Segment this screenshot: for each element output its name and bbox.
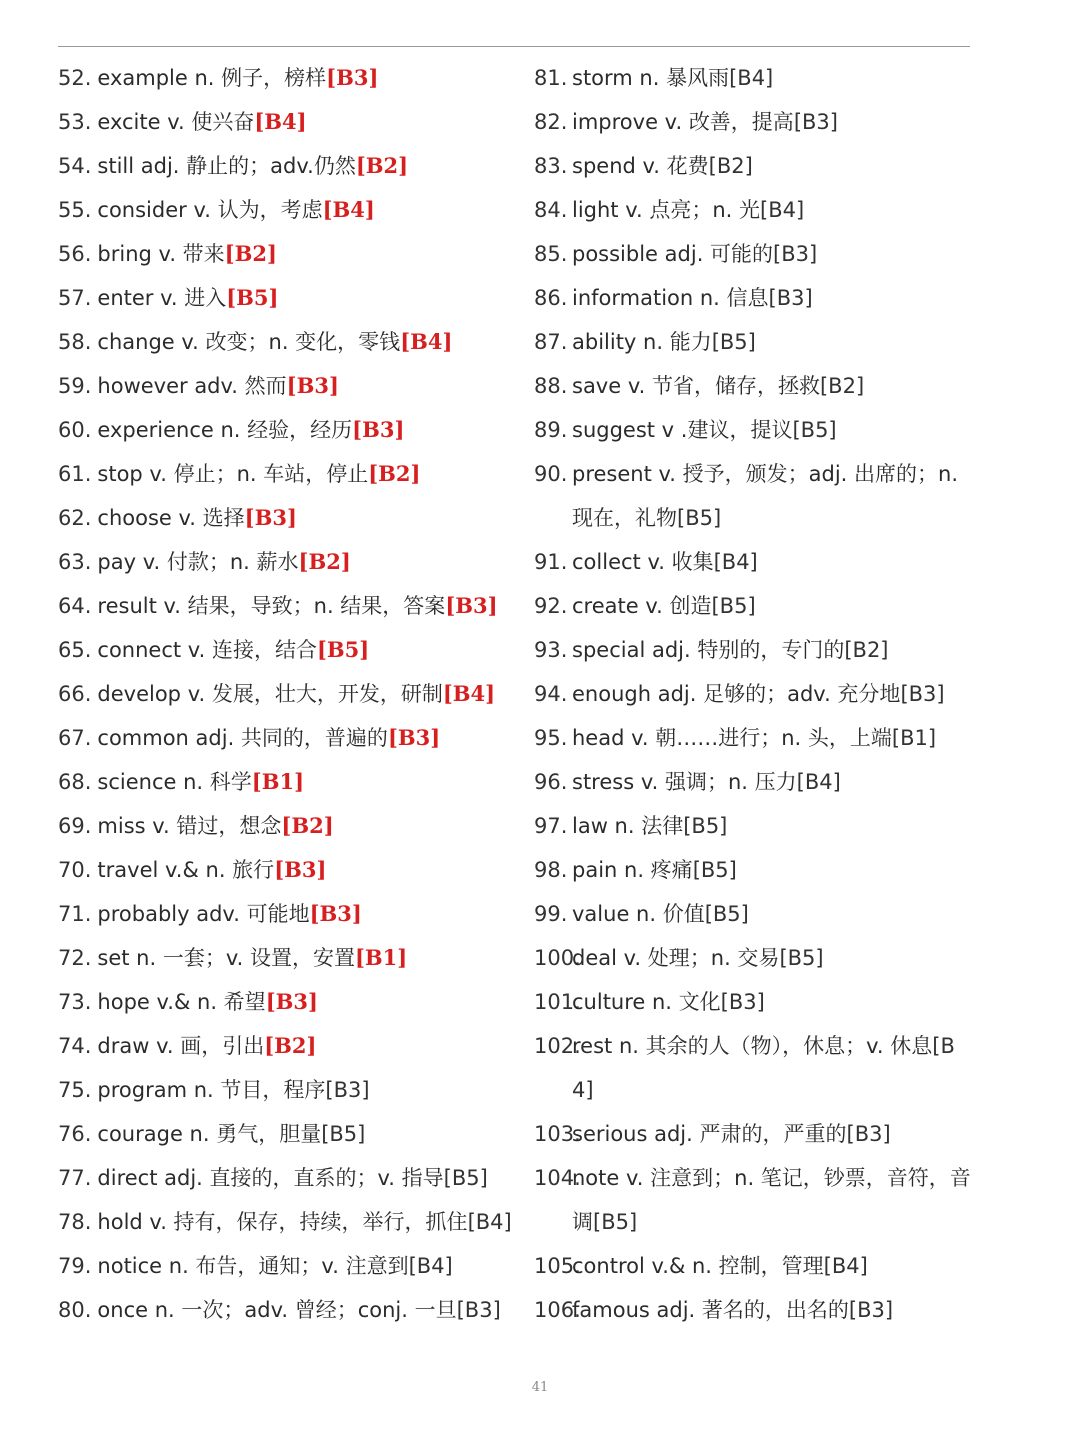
entry-level-tag: [B5] [704, 902, 749, 926]
entry-word-meaning: still adj. 静止的；adv.仍然 [97, 154, 356, 178]
vocab-entry [534, 188, 974, 232]
entry-level-tag: [B1] [891, 726, 937, 750]
vocab-entry [58, 364, 518, 408]
entry-definition [572, 56, 974, 100]
entry-word-meaning: rest n. 其余的人（物），休息；v. 休息 [572, 1034, 933, 1058]
entry-definition [572, 232, 974, 276]
entry-word-meaning: direct adj. 直接的，直系的；v. 指导 [97, 1166, 444, 1190]
vocab-entry [58, 232, 518, 276]
entry-number: 89. [534, 418, 568, 442]
entry-definition [572, 1244, 974, 1288]
vocab-entry [58, 496, 518, 540]
entry-word-meaning: create v. 创造 [572, 594, 712, 618]
entry-definition [572, 672, 974, 716]
entry-number: 97. [534, 814, 568, 838]
entry-word-meaning: suggest v .建议，提议 [572, 418, 793, 442]
entry-level-tag: [B5] [593, 1210, 638, 1234]
entry-level-tag: [B4] [713, 550, 758, 574]
vocab-entry [534, 144, 974, 188]
entry-number: 105. [534, 1254, 581, 1278]
vocab-entry [58, 760, 518, 804]
entry-number: 102. [534, 1034, 581, 1058]
entry-word-meaning: spend v. 花费 [572, 154, 709, 178]
entry-definition [572, 760, 974, 804]
entry-number: 93. [534, 638, 568, 662]
entry-level-tag: [B1] [354, 945, 408, 970]
entry-number: 77. [58, 1166, 92, 1190]
entry-word-meaning: hope v.& n. 希望 [97, 990, 266, 1014]
entry-number: 56. [58, 242, 92, 266]
entry-level-tag: [B5] [226, 285, 279, 310]
entry-number: 106. [534, 1298, 581, 1322]
entry-number: 104. [534, 1166, 581, 1190]
entry-word-meaning: once n. 一次；adv. 曾经；conj. 一旦 [97, 1298, 457, 1322]
left-vocab-column [58, 56, 518, 1332]
vocab-entry [58, 584, 518, 628]
entry-word-meaning: light v. 点亮；n. 光 [572, 198, 761, 222]
entry-number: 64. [58, 594, 92, 618]
entry-definition [572, 892, 974, 936]
entry-definition [572, 364, 974, 408]
vocab-entry [58, 848, 518, 892]
entry-level-tag: [B4] [729, 66, 774, 90]
vocab-entry [534, 540, 974, 584]
vocab-entry [534, 1024, 974, 1112]
entry-word-meaning: change v. 改变；n. 变化，零钱 [97, 330, 401, 354]
entry-number: 79. [58, 1254, 92, 1278]
entry-level-tag: [B3] [274, 857, 327, 882]
entry-level-tag: [B3] [265, 989, 318, 1014]
entry-word-meaning: value n. 价值 [572, 902, 705, 926]
entry-level-tag: [B1] [251, 769, 304, 794]
entry-word-meaning: consider v. 认为，考虑 [97, 198, 323, 222]
entry-number: 82. [534, 110, 568, 134]
entry-number: 98. [534, 858, 568, 882]
vocab-entry [58, 672, 518, 716]
entry-word-meaning: probably adv. 可能地 [97, 902, 310, 926]
vocab-entry [58, 1068, 518, 1112]
entry-word-meaning: result v. 结果，导致；n. 结果，答案 [97, 594, 446, 618]
entry-word-meaning: ability n. 能力 [572, 330, 712, 354]
vocab-entry [534, 1112, 974, 1156]
vocab-entry [534, 892, 974, 936]
entry-word-meaning: enter v. 进入 [97, 286, 227, 310]
entry-level-tag: [B4] [823, 1254, 868, 1278]
entry-level-tag: [B4] [400, 329, 453, 354]
entry-level-tag: [B2] [368, 461, 421, 486]
entry-number: 73. [58, 990, 92, 1014]
entry-level-tag: [B4] [322, 197, 375, 222]
entry-definition [97, 364, 518, 408]
entry-definition [572, 804, 974, 848]
entry-definition [97, 452, 518, 496]
entry-word-meaning: pain n. 疼痛 [572, 858, 693, 882]
vocab-entry [58, 1244, 518, 1288]
entry-number: 78. [58, 1210, 92, 1234]
entry-definition [97, 496, 518, 540]
entry-level-tag: [B3] [244, 505, 297, 530]
entry-number: 87. [534, 330, 568, 354]
entry-definition [572, 584, 974, 628]
entry-level-tag: [B4] [760, 198, 805, 222]
entry-word-meaning: control v.& n. 控制，管理 [572, 1254, 824, 1278]
entry-definition [572, 540, 974, 584]
entry-number: 61. [58, 462, 92, 486]
entry-word-meaning: enough adj. 足够的；adv. 充分地 [572, 682, 901, 706]
entry-level-tag: [B3] [848, 1298, 894, 1322]
entry-definition [572, 188, 974, 232]
entry-word-meaning: serious adj. 严肃的，严重的 [572, 1122, 847, 1146]
entry-word-meaning: special adj. 特别的，专门的 [572, 638, 845, 662]
entry-word-meaning: pay v. 付款；n. 薪水 [97, 550, 299, 574]
entry-number: 52. [58, 66, 92, 90]
entry-definition [572, 848, 974, 892]
entry-word-meaning: example n. 例子，榜样 [97, 66, 327, 90]
entry-number: 86. [534, 286, 568, 310]
entry-definition [572, 276, 974, 320]
entry-level-tag: [B3] [768, 286, 813, 310]
vocab-entry [534, 672, 974, 716]
entry-definition [97, 56, 518, 100]
entry-definition [572, 1156, 974, 1244]
entry-level-tag: [B3] [456, 1298, 501, 1322]
vocab-entry [534, 716, 974, 760]
vocab-entry [534, 276, 974, 320]
entry-definition [97, 320, 518, 364]
entry-level-tag: [B5] [792, 418, 837, 442]
vocab-entry [534, 1288, 974, 1332]
entry-definition [97, 584, 518, 628]
entry-level-tag: [B4] [254, 109, 307, 134]
entry-definition [97, 936, 518, 980]
entry-number: 85. [534, 242, 568, 266]
entry-word-meaning: present v. 授予，颁发；adj. 出席的；n. 现在，礼物 [572, 462, 959, 530]
entry-number: 101. [534, 990, 581, 1014]
entry-definition [97, 716, 518, 760]
vocab-entry [534, 320, 974, 364]
entry-level-tag: [B3] [900, 682, 945, 706]
entry-level-tag: [B3] [286, 373, 339, 398]
entry-level-tag: [B3] [846, 1122, 891, 1146]
entry-number: 88. [534, 374, 568, 398]
entry-number: 100. [534, 946, 581, 970]
entry-level-tag: [B3] [326, 65, 379, 90]
entry-word-meaning: travel v.& n. 旅行 [97, 858, 275, 882]
entry-number: 60. [58, 418, 92, 442]
vocab-entry [58, 452, 518, 496]
entry-number: 96. [534, 770, 568, 794]
entry-definition [97, 804, 518, 848]
entry-number: 68. [58, 770, 92, 794]
entry-number: 94. [534, 682, 568, 706]
entry-level-tag: [B3] [773, 242, 818, 266]
vocab-entry [534, 452, 974, 540]
entry-number: 71. [58, 902, 92, 926]
entry-word-meaning: deal v. 处理；n. 交易 [572, 946, 780, 970]
entry-number: 67. [58, 726, 92, 750]
entry-number: 69. [58, 814, 92, 838]
entry-level-tag: [B5] [711, 330, 756, 354]
entry-number: 76. [58, 1122, 92, 1146]
entry-level-tag: [B5] [316, 637, 370, 662]
entry-level-tag: [B2] [224, 241, 277, 266]
entry-definition [97, 144, 518, 188]
vocab-entry [534, 848, 974, 892]
entry-level-tag: [B5] [711, 594, 756, 618]
entry-level-tag: [B5] [321, 1122, 366, 1146]
vocab-entry [58, 320, 518, 364]
entry-number: 65. [58, 638, 92, 662]
entry-word-meaning: notice n. 布告，通知；v. 注意到 [97, 1254, 409, 1278]
entry-number: 62. [58, 506, 92, 530]
entry-number: 70. [58, 858, 92, 882]
entry-level-tag: [B3] [352, 417, 405, 442]
entry-level-tag: [B2] [708, 154, 753, 178]
entry-definition [572, 320, 974, 364]
entry-definition [97, 760, 518, 804]
entry-number: 80. [58, 1298, 92, 1322]
top-divider [58, 46, 970, 47]
entry-level-tag: [B4] [408, 1254, 453, 1278]
vocab-entry [534, 1244, 974, 1288]
entry-word-meaning: connect v. 连接，结合 [97, 638, 317, 662]
entry-definition [572, 716, 974, 760]
entry-definition [97, 276, 518, 320]
entry-definition [97, 100, 518, 144]
entry-number: 92. [534, 594, 568, 618]
entry-level-tag: [B5] [443, 1166, 488, 1190]
vocab-entry [58, 1024, 518, 1068]
entry-number: 66. [58, 682, 92, 706]
entry-word-meaning: courage n. 勇气，胆量 [97, 1122, 322, 1146]
vocab-entry [58, 276, 518, 320]
entry-level-tag: [B4] [467, 1210, 512, 1234]
entry-word-meaning: program n. 节目，程序 [97, 1078, 326, 1102]
entry-number: 95. [534, 726, 568, 750]
entry-level-tag: [B3] [325, 1078, 370, 1102]
vocab-entry [534, 584, 974, 628]
vocab-entry [58, 980, 518, 1024]
entry-number: 90. [534, 462, 568, 486]
entry-definition [97, 848, 518, 892]
entry-definition [97, 1288, 518, 1332]
entry-word-meaning: develop v. 发展，壮大，开发，研制 [97, 682, 443, 706]
vocab-entry [58, 1288, 518, 1332]
entry-definition [572, 1288, 974, 1332]
vocab-entry [58, 892, 518, 936]
vocab-entry [58, 540, 518, 584]
entry-number: 91. [534, 550, 568, 574]
vocab-entry [534, 760, 974, 804]
entry-level-tag: [B5] [692, 858, 737, 882]
entry-word-meaning: set n. 一套；v. 设置，安置 [97, 946, 355, 970]
entry-word-meaning: common adj. 共同的，普遍的 [97, 726, 388, 750]
entry-level-tag: [B2] [355, 153, 409, 178]
entry-definition [97, 672, 518, 716]
vocab-entry [58, 1200, 518, 1244]
entry-definition [97, 1244, 518, 1288]
entry-level-tag: [B4] [442, 681, 496, 706]
entry-number: 59. [58, 374, 92, 398]
entry-definition [572, 936, 974, 980]
entry-level-tag: [B3] [793, 110, 838, 134]
entry-word-meaning: improve v. 改善，提高 [572, 110, 794, 134]
entry-level-tag: [B2] [281, 813, 334, 838]
entry-word-meaning: culture n. 文化 [572, 990, 721, 1014]
entry-level-tag: [B2] [264, 1033, 317, 1058]
page-number: 41 [531, 1380, 549, 1395]
vocab-entry [534, 936, 974, 980]
entry-definition [97, 980, 518, 1024]
entry-word-meaning: possible adj. 可能的 [572, 242, 774, 266]
vocab-entry [534, 56, 974, 100]
entry-definition [572, 100, 974, 144]
entry-word-meaning: storm n. 暴风雨 [572, 66, 730, 90]
vocab-entry [58, 716, 518, 760]
vocab-entry [58, 56, 518, 100]
vocab-entry [534, 628, 974, 672]
entry-number: 53. [58, 110, 92, 134]
entry-number: 103. [534, 1122, 581, 1146]
entry-level-tag: [B2] [819, 374, 865, 398]
entry-level-tag: [B4] [572, 1034, 955, 1102]
entry-definition [572, 628, 974, 672]
entry-definition [97, 1068, 518, 1112]
entry-word-meaning: bring v. 带来 [97, 242, 225, 266]
entry-level-tag: [B3] [445, 593, 498, 618]
entry-number: 99. [534, 902, 568, 926]
entry-level-tag: [B3] [309, 901, 362, 926]
entry-definition [572, 1024, 974, 1112]
entry-level-tag: [B4] [796, 770, 841, 794]
vocab-entry [58, 1156, 518, 1200]
entry-word-meaning: hold v. 持有，保存，持续，举行，抓住 [97, 1210, 468, 1234]
entry-word-meaning: head v. 朝……进行；n. 头，上端 [572, 726, 892, 750]
vocab-entry [534, 100, 974, 144]
vocab-entry [58, 188, 518, 232]
entry-word-meaning: science n. 科学 [97, 770, 252, 794]
entry-definition [97, 540, 518, 584]
vocab-entry [58, 804, 518, 848]
entry-number: 57. [58, 286, 92, 310]
entry-level-tag: [B5] [779, 946, 824, 970]
entry-word-meaning: excite v. 使兴奋 [97, 110, 255, 134]
entry-word-meaning: stop v. 停止；n. 车站，停止 [97, 462, 369, 486]
entry-number: 83. [534, 154, 568, 178]
entry-word-meaning: save v. 节省，储存，拯救 [572, 374, 820, 398]
vocab-entry [58, 408, 518, 452]
entry-definition [97, 892, 518, 936]
entry-definition [97, 232, 518, 276]
entry-level-tag: [B2] [298, 549, 351, 574]
entry-word-meaning: famous adj. 著名的，出名的 [572, 1298, 849, 1322]
entry-number: 63. [58, 550, 92, 574]
entry-definition [97, 1200, 518, 1244]
entry-word-meaning: choose v. 选择 [97, 506, 245, 530]
entry-word-meaning: however adv. 然而 [97, 374, 287, 398]
vocab-entry [534, 364, 974, 408]
entry-number: 81. [534, 66, 568, 90]
entry-word-meaning: law n. 法律 [572, 814, 684, 838]
entry-definition [97, 188, 518, 232]
vocab-entry [58, 936, 518, 980]
vocab-entry [534, 232, 974, 276]
entry-word-meaning: note v. 注意到；n. 笔记，钞票，音符，音调 [572, 1166, 971, 1234]
entry-definition [97, 1112, 518, 1156]
entry-number: 84. [534, 198, 568, 222]
entry-level-tag: [B5] [683, 814, 728, 838]
entry-word-meaning: collect v. 收集 [572, 550, 714, 574]
entry-number: 55. [58, 198, 92, 222]
entry-definition [572, 144, 974, 188]
entry-definition [572, 980, 974, 1024]
vocab-entry [58, 100, 518, 144]
vocab-entry [58, 144, 518, 188]
vocab-entry [534, 804, 974, 848]
entry-definition [97, 628, 518, 672]
vocab-entry [534, 408, 974, 452]
entry-number: 58. [58, 330, 92, 354]
entry-level-tag: [B3] [387, 725, 441, 750]
right-vocab-column [534, 56, 974, 1332]
entry-number: 72. [58, 946, 92, 970]
entry-word-meaning: miss v. 错过，想念 [97, 814, 282, 838]
entry-number: 75. [58, 1078, 92, 1102]
entry-number: 74. [58, 1034, 92, 1058]
entry-number: 54. [58, 154, 92, 178]
vocab-entry [58, 1112, 518, 1156]
vocab-entry [58, 628, 518, 672]
entry-word-meaning: draw v. 画，引出 [97, 1034, 265, 1058]
entry-definition [97, 1024, 518, 1068]
entry-level-tag: [B2] [844, 638, 889, 662]
vocab-entry [534, 1156, 974, 1244]
entry-level-tag: [B3] [720, 990, 765, 1014]
entry-definition [572, 452, 974, 540]
entry-level-tag: [B5] [677, 506, 722, 530]
vocab-entry [534, 980, 974, 1024]
entry-definition [572, 408, 974, 452]
entry-definition [572, 1112, 974, 1156]
entry-word-meaning: experience n. 经验，经历 [97, 418, 353, 442]
entry-definition [97, 408, 518, 452]
entry-word-meaning: stress v. 强调；n. 压力 [572, 770, 797, 794]
entry-word-meaning: information n. 信息 [572, 286, 769, 310]
entry-definition [97, 1156, 518, 1200]
